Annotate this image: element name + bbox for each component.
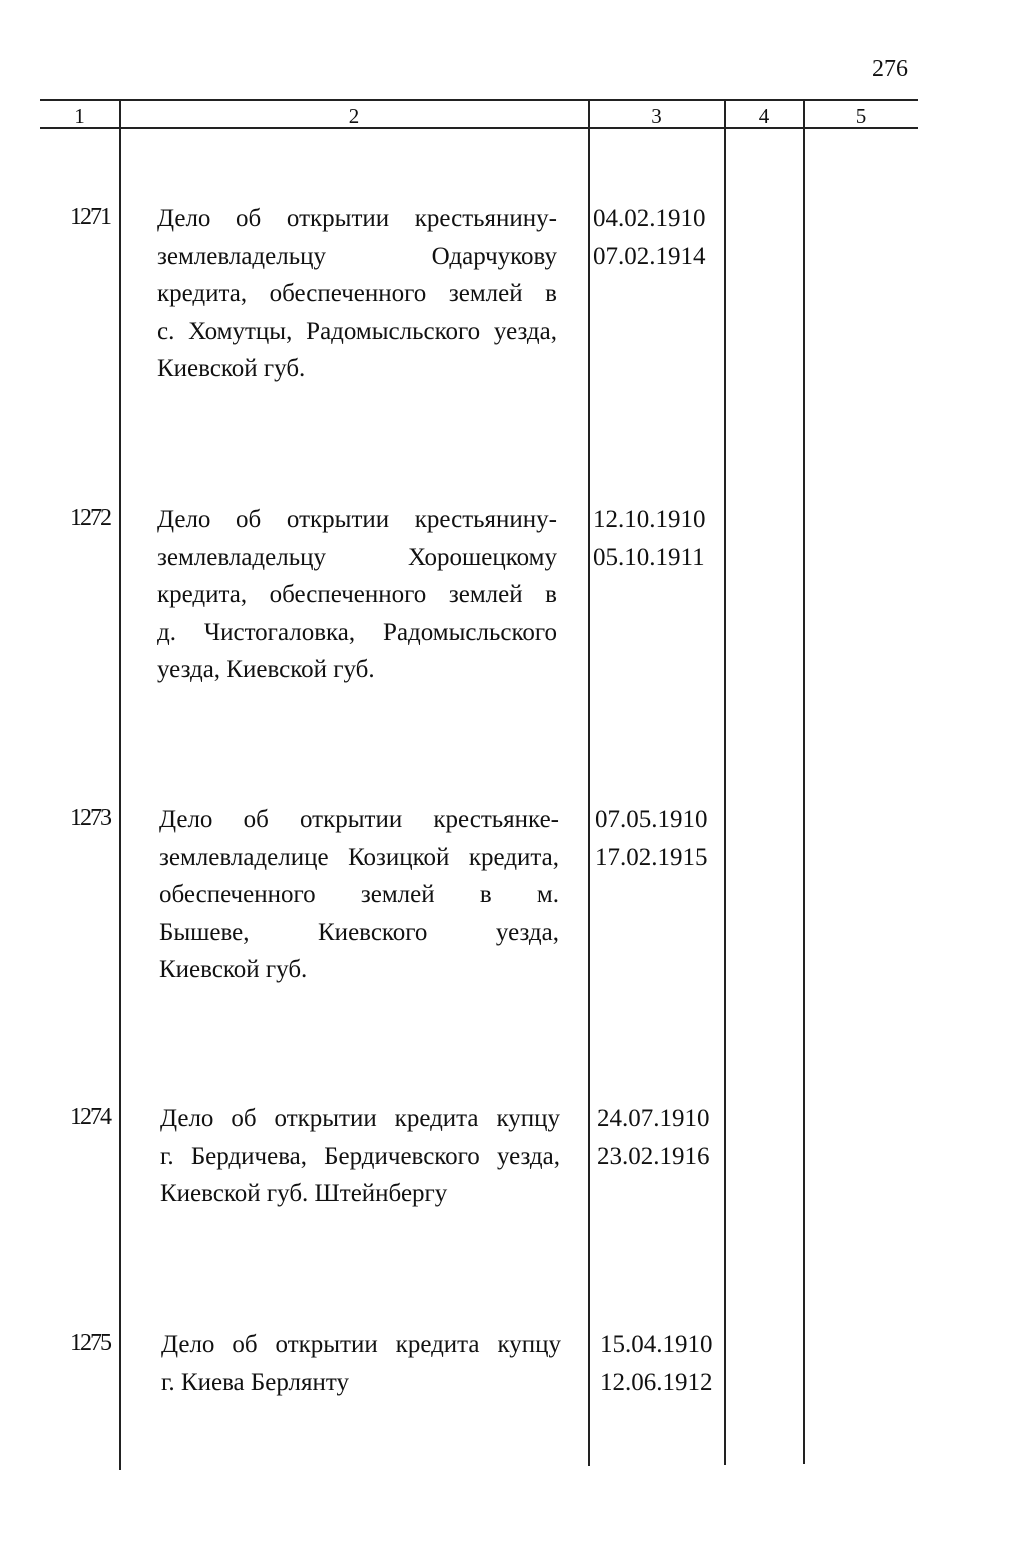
column-header-2: 2 xyxy=(348,104,360,128)
description-line: землевладельцу Одарчукову xyxy=(157,242,557,270)
description-line: обеспеченного землей в м. xyxy=(159,881,559,908)
description-line: Дело об открытии крестьянину- xyxy=(157,506,557,533)
description-line: Дело об открытии кредита купцу xyxy=(160,1105,560,1132)
column-header-1: 1 xyxy=(74,104,85,128)
description-line: д. Чистогаловка, Радомысльского xyxy=(157,618,557,646)
record-dates xyxy=(595,801,708,876)
record-number: 1273 xyxy=(70,805,110,831)
record-description xyxy=(157,200,557,388)
record-number: 1271 xyxy=(70,204,110,230)
description-line: Киевской губ. xyxy=(159,956,308,983)
description-line: землевладелице Козицкой кредита, xyxy=(159,843,559,871)
record-description xyxy=(159,801,559,989)
record-description xyxy=(160,1100,560,1213)
record-dates xyxy=(593,200,706,275)
record-number: 1272 xyxy=(70,505,110,531)
date-end: 05.10.1911 xyxy=(593,543,705,571)
description-line: г. Киева Берлянту xyxy=(161,1368,349,1396)
record-number: 1275 xyxy=(70,1330,110,1356)
date-start: 07.05.1910 xyxy=(595,806,708,833)
description-line: Дело об открытии крестьянину- xyxy=(157,205,557,232)
description-line: землевладельцу Хорошецкому xyxy=(157,543,557,571)
date-start: 04.02.1910 xyxy=(593,205,706,232)
column-divider-4 xyxy=(803,100,805,1464)
date-end: 23.02.1916 xyxy=(597,1142,710,1170)
description-line: г. Бердичева, Бердичевского уезда, xyxy=(160,1142,560,1170)
description-line: Дело об открытии крестьянке- xyxy=(159,806,559,833)
description-line: уезда, Киевской губ. xyxy=(157,656,375,683)
table-top-rule xyxy=(40,99,918,101)
column-divider-1 xyxy=(119,100,121,1470)
description-line: Киевской губ. xyxy=(157,355,306,382)
date-start: 15.04.1910 xyxy=(600,1331,713,1358)
date-start: 12.10.1910 xyxy=(593,506,706,533)
date-end: 12.06.1912 xyxy=(600,1368,713,1396)
description-line: с. Хомутцы, Радомысльского уезда, xyxy=(157,317,557,345)
record-description xyxy=(161,1326,561,1401)
page-number: 276 xyxy=(872,56,908,82)
column-divider-3 xyxy=(724,100,726,1465)
column-header-3: 3 xyxy=(651,104,662,128)
column-header-5: 5 xyxy=(855,104,867,128)
date-end: 07.02.1914 xyxy=(593,242,706,270)
record-dates xyxy=(593,501,706,576)
record-description xyxy=(157,501,557,689)
description-line: кредита, обеспеченного землей в xyxy=(157,581,557,608)
description-line: кредита, обеспеченного землей в xyxy=(157,280,557,307)
record-dates xyxy=(600,1326,713,1401)
record-dates xyxy=(597,1100,710,1175)
record-number: 1274 xyxy=(70,1104,110,1130)
description-line: Бышеве, Киевского уезда, xyxy=(159,918,559,946)
column-header-4: 4 xyxy=(758,104,770,128)
column-divider-2 xyxy=(588,100,590,1466)
date-end: 17.02.1915 xyxy=(595,843,708,871)
description-line: Дело об открытии кредита купцу xyxy=(161,1331,561,1358)
description-line: Киевской губ. Штейнбергу xyxy=(160,1180,448,1207)
date-start: 24.07.1910 xyxy=(597,1105,710,1132)
